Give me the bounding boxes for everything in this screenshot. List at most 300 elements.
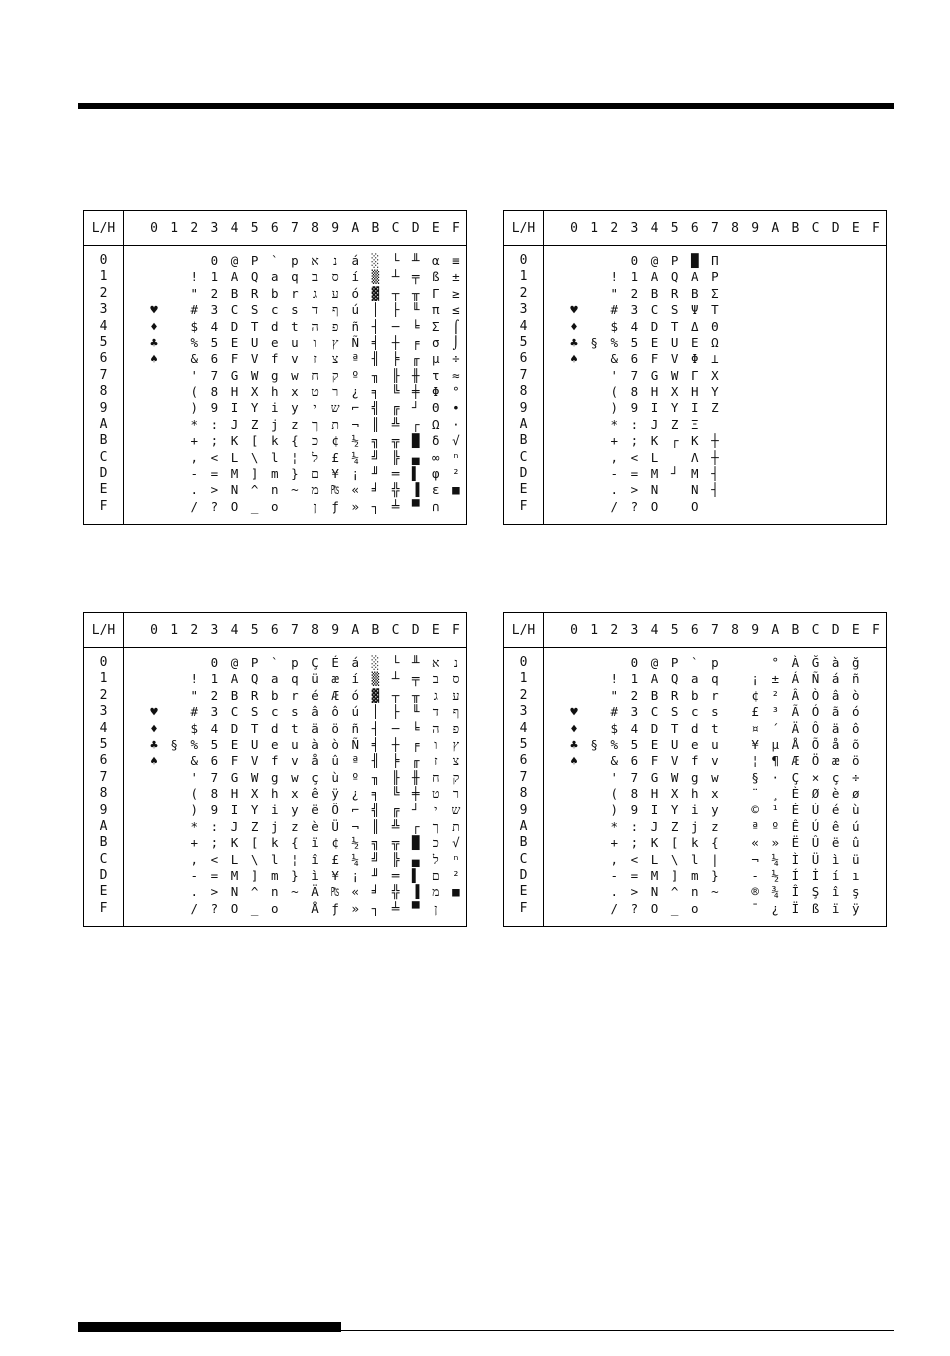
character-cell xyxy=(584,786,604,802)
character-cell: à xyxy=(831,655,840,670)
row-header: 6 xyxy=(99,753,108,769)
character-cell xyxy=(866,721,886,737)
character-cell: 5 xyxy=(630,736,639,752)
column-header: 0 xyxy=(150,622,158,638)
character-cell: ╬ xyxy=(391,884,400,900)
row-header: 8 xyxy=(99,786,108,802)
row-header: A xyxy=(99,818,108,834)
code-table-top-right xyxy=(503,210,887,525)
row-header: E xyxy=(99,482,108,498)
character-cell: » xyxy=(771,835,780,851)
character-cell xyxy=(866,450,886,466)
character-cell xyxy=(164,351,184,367)
row-header: B xyxy=(99,433,108,449)
character-cell xyxy=(745,450,765,466)
character-cell: ♣ xyxy=(150,736,158,752)
character-cell: p xyxy=(291,253,299,268)
character-cell: τ xyxy=(432,367,440,383)
column-header: F xyxy=(872,220,880,236)
character-cell: ▄ xyxy=(411,851,420,867)
character-cell xyxy=(806,384,826,400)
character-cell xyxy=(725,368,745,384)
character-cell: E xyxy=(650,736,659,752)
character-cell: ז xyxy=(313,351,317,367)
character-cell: $ xyxy=(190,720,199,736)
character-cell: ┬ xyxy=(391,687,400,703)
character-cell: < xyxy=(630,851,639,867)
character-cell: z xyxy=(291,818,299,834)
character-cell xyxy=(725,433,745,449)
character-cell xyxy=(584,401,604,417)
character-cell xyxy=(725,737,745,753)
character-cell xyxy=(846,466,866,482)
character-cell: ¼ xyxy=(351,851,360,867)
character-cell xyxy=(285,901,305,917)
character-cell: è xyxy=(311,818,319,834)
character-cell: x xyxy=(291,384,299,400)
character-cell: ♠ xyxy=(570,351,578,367)
character-cell: ╧ xyxy=(391,900,400,916)
character-cell: X xyxy=(250,786,259,802)
character-cell: X xyxy=(250,384,259,400)
character-cell: D xyxy=(230,720,239,736)
character-cell: { xyxy=(291,835,299,851)
character-cell: U xyxy=(250,334,259,350)
character-cell: ┤ xyxy=(371,318,380,334)
character-cell: └ xyxy=(391,253,400,268)
top-rule xyxy=(78,103,894,109)
character-cell xyxy=(584,384,604,400)
character-cell: N xyxy=(650,884,659,900)
character-cell: j xyxy=(271,818,279,834)
character-cell: R xyxy=(250,285,259,301)
character-cell: ע xyxy=(452,687,460,703)
column-header-spacer xyxy=(544,613,564,647)
character-cell: 0 xyxy=(630,253,639,268)
character-cell: } xyxy=(291,868,299,884)
character-cell xyxy=(785,401,805,417)
character-cell xyxy=(765,417,785,433)
row-header: 1 xyxy=(519,671,528,687)
character-cell: 7 xyxy=(210,367,219,383)
character-cell: H xyxy=(230,384,239,400)
row-header: B xyxy=(99,835,108,851)
character-cell: ו xyxy=(434,736,438,752)
column-header: E xyxy=(431,220,440,236)
character-cell: 5 xyxy=(210,334,219,350)
character-cell: = xyxy=(210,466,219,482)
character-cell xyxy=(846,286,866,302)
character-cell: ר xyxy=(332,384,339,400)
character-cell: ¼ xyxy=(351,449,360,465)
character-cell: N xyxy=(230,482,239,498)
character-cell: M xyxy=(650,868,659,884)
character-cell: - xyxy=(751,868,759,884)
character-cell xyxy=(866,269,886,285)
character-cell: i xyxy=(271,400,279,416)
character-cell: פ xyxy=(452,720,460,736)
header-cell: L/H xyxy=(91,622,116,638)
column-header: F xyxy=(452,220,460,236)
character-cell xyxy=(846,319,866,335)
character-cell xyxy=(725,466,745,482)
character-cell: ז xyxy=(434,753,438,769)
character-cell: ó xyxy=(351,285,360,301)
character-cell xyxy=(604,655,624,671)
character-cell: ╪ xyxy=(411,384,420,400)
character-cell: ñ xyxy=(351,720,360,736)
character-cell: ` xyxy=(271,655,279,670)
character-cell: ┘ xyxy=(411,400,420,416)
character-cell: ░ xyxy=(371,655,380,670)
character-cell xyxy=(725,499,745,515)
character-cell xyxy=(446,499,466,515)
character-cell xyxy=(584,351,604,367)
character-cell: ▌ xyxy=(411,466,420,482)
character-cell xyxy=(164,253,184,269)
character-cell xyxy=(745,269,765,285)
character-cell: ¹ xyxy=(771,802,780,818)
character-cell: ¿ xyxy=(771,900,780,916)
character-cell: # xyxy=(190,704,199,720)
character-cell xyxy=(765,401,785,417)
character-cell: ] xyxy=(670,868,679,884)
character-cell xyxy=(564,884,584,900)
row-header: 1 xyxy=(99,269,108,285)
character-cell xyxy=(144,466,164,482)
character-cell xyxy=(826,433,846,449)
character-cell: è xyxy=(831,786,840,802)
character-cell: + xyxy=(610,433,619,449)
row-header: 9 xyxy=(519,400,528,416)
character-cell: - xyxy=(610,466,619,482)
row-header: 5 xyxy=(519,334,528,350)
character-cell: ¿ xyxy=(351,384,360,400)
character-cell: 8 xyxy=(210,384,219,400)
character-cell: ├ xyxy=(391,704,400,720)
character-cell xyxy=(806,417,826,433)
character-cell: Ã xyxy=(791,704,800,720)
character-cell xyxy=(144,655,164,671)
character-cell: Φ xyxy=(432,384,440,400)
character-cell: % xyxy=(610,736,619,752)
character-cell: ú xyxy=(351,704,360,720)
character-cell: @ xyxy=(230,253,239,268)
character-cell: K xyxy=(650,835,659,851)
character-cell: ♥ xyxy=(570,302,578,318)
character-cell: O xyxy=(230,900,239,916)
character-cell xyxy=(866,835,886,851)
character-cell xyxy=(164,269,184,285)
character-cell: L xyxy=(230,851,239,867)
character-cell xyxy=(564,433,584,449)
character-cell xyxy=(564,450,584,466)
character-cell: ^ xyxy=(250,482,259,498)
character-cell: d xyxy=(271,720,279,736)
character-cell: ' xyxy=(190,769,199,785)
character-cell xyxy=(164,286,184,302)
character-cell: Ø xyxy=(811,786,820,802)
character-cell: K xyxy=(230,433,239,449)
row-label-divider xyxy=(543,613,544,926)
character-cell: ╓ xyxy=(411,753,420,769)
character-cell: ⌡ xyxy=(452,334,460,350)
character-cell: ° xyxy=(771,655,780,670)
code-table-bottom-left xyxy=(83,612,467,927)
row-header: 3 xyxy=(519,704,528,720)
character-cell: █ xyxy=(411,433,420,449)
character-cell: █ xyxy=(411,835,420,851)
character-cell xyxy=(725,351,745,367)
character-cell xyxy=(765,433,785,449)
character-cell: Κ xyxy=(691,433,699,449)
column-header: D xyxy=(831,622,840,638)
character-cell: ל xyxy=(312,449,318,465)
character-cell xyxy=(745,319,765,335)
character-cell: 1 xyxy=(210,269,219,285)
character-cell: ■ xyxy=(452,884,460,900)
character-cell: ץ xyxy=(452,736,460,752)
character-cell: × xyxy=(811,769,820,785)
character-cell: 3 xyxy=(630,704,639,720)
column-header: 2 xyxy=(190,220,199,236)
character-cell: A xyxy=(230,269,239,285)
character-cell: é xyxy=(311,687,319,703)
character-cell: ┤ xyxy=(711,466,719,482)
character-cell: ] xyxy=(250,868,259,884)
character-cell: § xyxy=(590,736,598,752)
character-cell: { xyxy=(291,433,299,449)
character-cell: ù xyxy=(852,802,860,818)
column-header: C xyxy=(391,220,400,236)
column-header: 5 xyxy=(250,622,259,638)
character-cell xyxy=(725,835,745,851)
character-cell: Ω xyxy=(711,334,719,350)
character-cell: % xyxy=(610,334,619,350)
character-cell: j xyxy=(271,416,279,432)
row-header: D xyxy=(519,466,528,482)
character-cell: u xyxy=(291,736,299,752)
character-cell: s xyxy=(711,704,719,720)
header-divider xyxy=(84,647,466,648)
character-cell: f xyxy=(691,753,699,769)
character-cell xyxy=(164,482,184,498)
character-cell xyxy=(584,803,604,819)
character-cell: : xyxy=(630,416,639,432)
character-cell: ¡ xyxy=(751,671,759,687)
character-cell: w xyxy=(291,769,299,785)
character-cell xyxy=(806,433,826,449)
column-header: 7 xyxy=(711,622,719,638)
character-cell xyxy=(584,286,604,302)
character-cell xyxy=(785,335,805,351)
character-cell: ם xyxy=(311,466,319,482)
character-cell: ♦ xyxy=(570,720,578,736)
character-cell xyxy=(745,482,765,498)
character-cell xyxy=(866,319,886,335)
character-cell: 0 xyxy=(630,655,639,670)
character-cell: õ xyxy=(852,736,860,752)
character-cell: G xyxy=(230,769,239,785)
character-cell: ⊥ xyxy=(711,351,719,367)
character-cell: ø xyxy=(852,786,860,802)
character-cell: î xyxy=(831,884,840,900)
character-cell xyxy=(725,819,745,835)
character-cell: ק xyxy=(331,367,339,383)
column-headers xyxy=(124,613,466,647)
character-cell: n xyxy=(691,884,699,900)
character-cell: Γ xyxy=(432,285,440,301)
character-cell: Ξ xyxy=(691,416,699,432)
character-cell xyxy=(144,368,164,384)
row-header: A xyxy=(99,416,108,432)
character-cell xyxy=(564,671,584,687)
character-cell: : xyxy=(210,416,219,432)
character-cell xyxy=(584,688,604,704)
character-cell: ┌ xyxy=(411,818,420,834)
character-cell: Z xyxy=(250,416,259,432)
character-cell xyxy=(745,466,765,482)
character-cell xyxy=(164,852,184,868)
character-cell: ה xyxy=(432,720,440,736)
row-header: 5 xyxy=(99,334,108,350)
character-cell: é xyxy=(831,802,840,818)
character-cell: ' xyxy=(610,367,619,383)
character-cell: ╘ xyxy=(411,720,420,736)
character-cell: m xyxy=(691,868,699,884)
character-cell: D xyxy=(650,318,659,334)
character-cell xyxy=(866,286,886,302)
character-cell: Y xyxy=(250,802,259,818)
character-cell: ¡ xyxy=(351,466,360,482)
character-cell: ו xyxy=(313,334,317,350)
character-cell: ß xyxy=(432,269,440,285)
column-header: 7 xyxy=(291,622,299,638)
character-cell: ╦ xyxy=(391,433,400,449)
character-cell: M xyxy=(230,466,239,482)
character-cell xyxy=(144,884,164,900)
character-cell: s xyxy=(291,302,299,318)
character-cell: ת xyxy=(452,818,460,834)
character-cell: º xyxy=(351,769,360,785)
character-cell xyxy=(846,417,866,433)
character-cell: i xyxy=(691,802,699,818)
character-cell xyxy=(144,482,164,498)
character-cell: > xyxy=(210,482,219,498)
character-cell: ד xyxy=(312,302,319,318)
character-cell xyxy=(725,901,745,917)
column-header: F xyxy=(872,622,880,638)
column-header: B xyxy=(371,220,380,236)
character-cell: ∞ xyxy=(432,449,440,465)
character-cell: # xyxy=(610,302,619,318)
character-cell: v xyxy=(291,351,299,367)
character-cell: ë xyxy=(311,802,319,818)
character-cell: כ xyxy=(312,433,319,449)
row-headers xyxy=(504,253,543,515)
character-cell xyxy=(866,819,886,835)
character-cell: w xyxy=(291,367,299,383)
character-cell xyxy=(144,852,164,868)
character-cell xyxy=(725,335,745,351)
character-cell: S xyxy=(670,704,679,720)
character-cell: * xyxy=(190,818,199,834)
character-cell: Ν xyxy=(691,482,699,498)
character-cell: ╗ xyxy=(371,433,380,449)
column-header: 5 xyxy=(670,220,679,236)
character-cell: Q xyxy=(670,269,679,285)
column-header: A xyxy=(771,220,780,236)
character-cell xyxy=(765,335,785,351)
character-cell xyxy=(144,384,164,400)
character-cell: L xyxy=(650,449,659,465)
character-cell xyxy=(785,319,805,335)
character-cell: á xyxy=(831,671,840,687)
character-cell xyxy=(584,302,604,318)
character-cell xyxy=(725,482,745,498)
character-cell: Δ xyxy=(691,318,699,334)
character-cell: ♥ xyxy=(150,302,158,318)
character-cell xyxy=(564,803,584,819)
character-cell xyxy=(725,852,745,868)
character-cell: ¬ xyxy=(351,818,360,834)
character-cell: İ xyxy=(811,868,820,884)
character-cell: א xyxy=(432,655,440,670)
character-cell: ╡ xyxy=(371,334,380,350)
character-cell: ╠ xyxy=(391,449,400,465)
column-header: 8 xyxy=(311,220,319,236)
character-cell: י xyxy=(313,400,317,416)
character-cell xyxy=(725,655,745,671)
character-cell: ח xyxy=(432,769,440,785)
character-cell: _ xyxy=(670,900,679,916)
character-cell xyxy=(866,688,886,704)
character-cell xyxy=(765,384,785,400)
character-cell: / xyxy=(190,900,199,916)
character-cell: ╜ xyxy=(371,466,380,482)
character-cell: 4 xyxy=(210,720,219,736)
character-cell: d xyxy=(271,318,279,334)
column-header: B xyxy=(371,622,380,638)
character-cell: 7 xyxy=(210,769,219,785)
character-cell: ╨ xyxy=(411,253,420,268)
character-cell xyxy=(564,868,584,884)
character-cell xyxy=(826,351,846,367)
character-cell: å xyxy=(311,753,319,769)
character-cell xyxy=(745,286,765,302)
character-cell: ♣ xyxy=(150,334,158,350)
character-cell: a xyxy=(271,269,279,285)
character-cell: G xyxy=(230,367,239,383)
character-cell: ♥ xyxy=(570,704,578,720)
character-cell: ¥ xyxy=(331,868,339,884)
character-cell: Ó xyxy=(811,704,820,720)
character-cell: + xyxy=(610,835,619,851)
character-cell xyxy=(584,835,604,851)
character-cell: T xyxy=(670,720,679,736)
character-cell: ª xyxy=(351,351,360,367)
row-header: E xyxy=(99,884,108,900)
character-cell: _ xyxy=(250,498,259,514)
character-cell: ╔ xyxy=(391,400,400,416)
character-cell xyxy=(866,884,886,900)
character-cell: e xyxy=(271,334,279,350)
character-cell: ş xyxy=(852,884,860,900)
character-cell: 7 xyxy=(630,769,639,785)
character-cell: 2 xyxy=(630,285,639,301)
character-cell: Ì xyxy=(791,851,800,867)
character-cell: ô xyxy=(331,704,339,720)
